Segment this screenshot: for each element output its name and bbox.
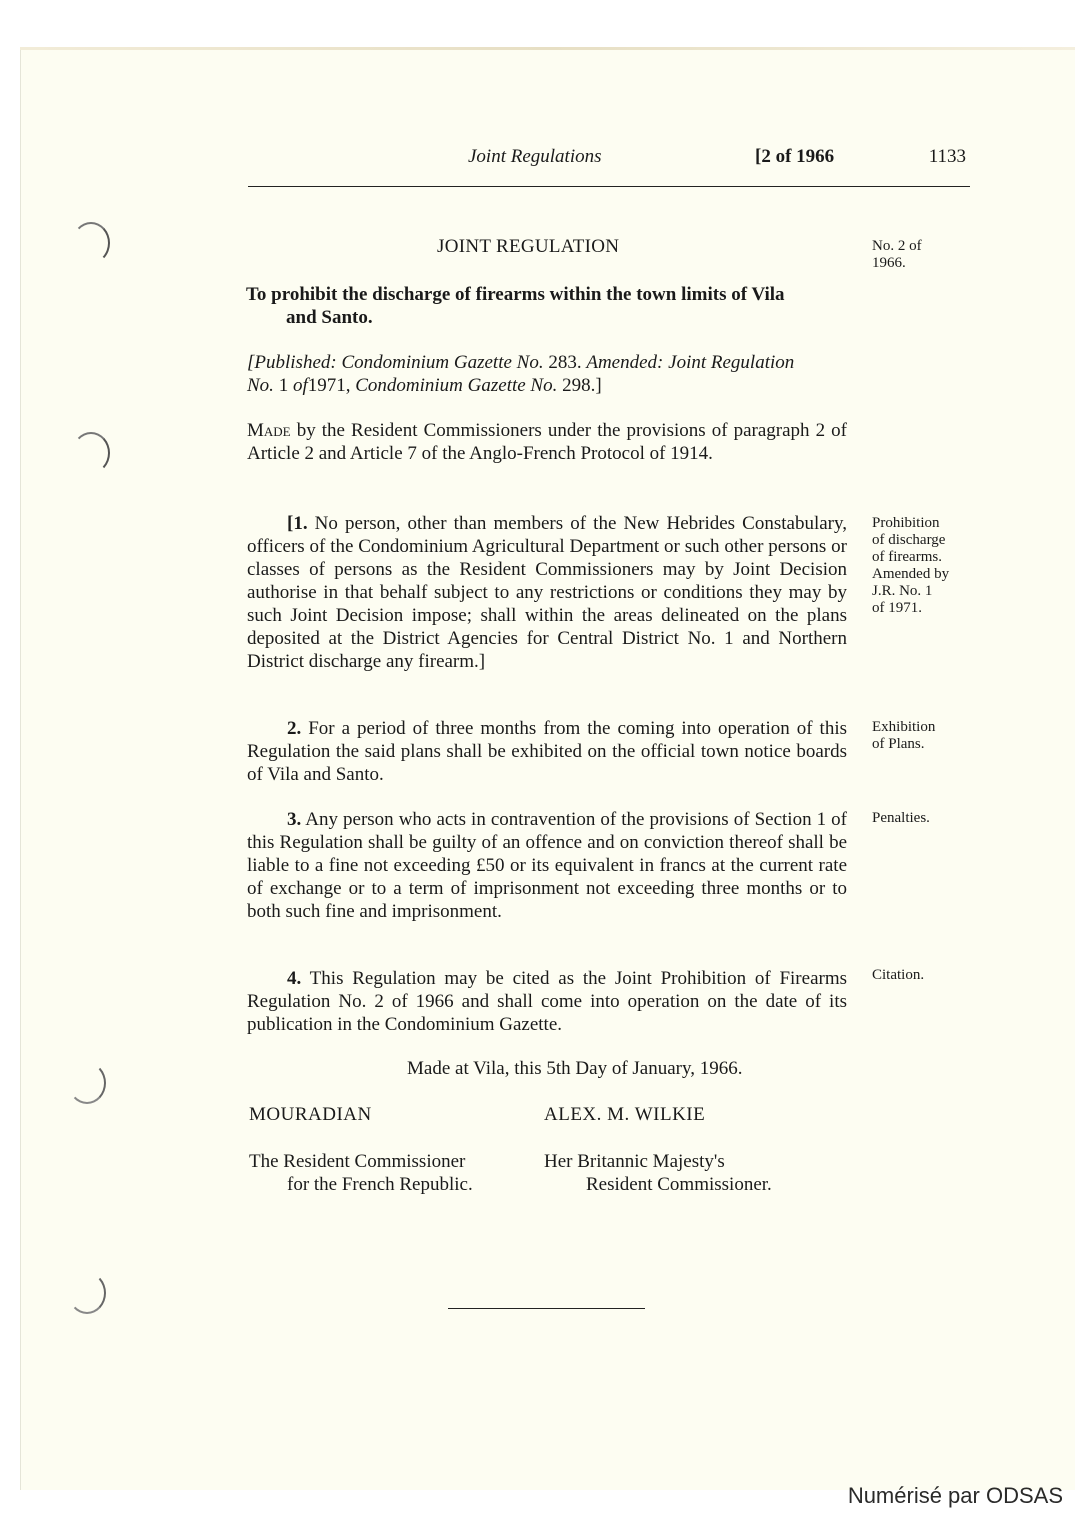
section-number: 4. xyxy=(287,968,302,989)
margin-note-line: No. 2 of xyxy=(872,238,922,254)
page-number: 1133 xyxy=(928,146,966,167)
section-2 xyxy=(247,717,847,786)
signatory-left-title xyxy=(249,1150,473,1196)
section-number: 3. xyxy=(287,809,302,830)
made-at-line: Made at Vila, this 5th Day of January, 1966. xyxy=(407,1058,743,1079)
header-rule xyxy=(248,186,970,187)
section-number: 2. xyxy=(287,718,302,739)
margin-note-line: of firearms. xyxy=(872,549,942,565)
subtitle-line: To prohibit the discharge of firearms within the town limits of Vila xyxy=(246,284,785,305)
section-4 xyxy=(247,967,847,1036)
publication-note xyxy=(247,351,852,397)
margin-note-section-3 xyxy=(872,810,982,827)
margin-note-line: J.R. No. 1 xyxy=(872,583,933,599)
margin-note-line: of discharge xyxy=(872,532,946,548)
regulation-heading: JOINT REGULATION xyxy=(437,236,620,257)
signatory-title-line: Her Britannic Majesty's xyxy=(544,1151,725,1172)
section-text: No person, other than members of the New Hebrides Constabulary, officers of the Condominium Agricultural Department or such other persons or classes of persons as the Resident Commissioners may by Joint Decision authorise in that behalf subject to any restrictions or conditions they may by such Joint Decision impose; shall within the areas delineated on the plans deposited at the District Agencies for Central District No. 1 and Northern District discharge any firearm.] xyxy=(247,513,847,672)
margin-note-section-4 xyxy=(872,967,982,984)
section-3 xyxy=(247,808,847,923)
enacting-lead: Made xyxy=(247,420,291,441)
enacting-clause xyxy=(247,420,847,465)
signatory-left-name: MOURADIAN xyxy=(249,1104,372,1125)
pub-text: of xyxy=(292,375,308,396)
signatory-title-line: The Resident Commissioner xyxy=(249,1151,466,1172)
section-text: For a period of three months from the coming into operation of this Regulation the said plans shall be exhibited on the official town notice boards of Vila and Santo. xyxy=(247,718,847,785)
margin-note-line: 1966. xyxy=(872,255,906,271)
pub-text: Condominium Gazette No. xyxy=(355,375,558,396)
section-text: Any person who acts in contravention of the provisions of Section 1 of this Regulation shall be guilty of an offence and on conviction thereof shall be liable to a fine not exceeding £50 or its equivalent in francs at the current rate of exchange or to a term of imprisonment not exceeding three months or to both such fine and imprisonment. xyxy=(247,809,847,922)
regulation-subtitle xyxy=(246,283,856,329)
pub-number: 283. xyxy=(543,352,587,373)
binder-hole-4 xyxy=(68,1272,106,1314)
header-title: Joint Regulations xyxy=(468,146,602,167)
running-header xyxy=(248,146,970,172)
binder-hole-3 xyxy=(68,1062,106,1104)
margin-note-line: Amended by xyxy=(872,566,950,582)
closing-rule xyxy=(448,1308,645,1309)
section-text: This Regulation may be cited as the Joint Prohibition of Firearms Regulation No. 2 of 1966 and shall come into operation on the date of its publication in the Condominium Gazette. xyxy=(247,968,847,1035)
signatory-right-name: ALEX. M. WILKIE xyxy=(544,1104,706,1125)
pub-text: No. xyxy=(247,375,274,396)
margin-note-line: of 1971. xyxy=(872,600,922,616)
binder-hole-2 xyxy=(72,432,110,474)
pub-number: 298.] xyxy=(557,375,602,396)
pub-number: 1971, xyxy=(307,375,356,396)
enacting-text: by the Resident Commissioners under the provisions of paragraph 2 of Article 2 and Article 7 of the Anglo-French Protocol of 1914. xyxy=(247,420,847,464)
binder-hole-1 xyxy=(72,222,110,264)
section-1 xyxy=(247,512,847,673)
pub-text: Amended: Joint Regulation xyxy=(586,352,795,373)
margin-note-line: Penalties. xyxy=(872,810,930,826)
pub-text: [Published: Condominium Gazette No. xyxy=(247,352,544,373)
digitization-stamp: Numérisé par ODSAS xyxy=(847,1483,1063,1508)
margin-note-section-2 xyxy=(872,719,982,753)
margin-note-line: Exhibition xyxy=(872,719,936,735)
section-number: [1. xyxy=(287,513,308,534)
margin-note-line: Citation. xyxy=(872,967,925,983)
margin-note-section-1 xyxy=(872,515,982,617)
margin-note-number xyxy=(872,238,982,272)
signatory-title-line: for the French Republic. xyxy=(287,1174,473,1195)
header-reference: [2 of 1966 xyxy=(755,146,835,167)
subtitle-line: and Santo. xyxy=(286,307,373,328)
signatory-right-title xyxy=(544,1150,772,1196)
pub-number: 1 xyxy=(273,375,293,396)
margin-note-line: of Plans. xyxy=(872,736,925,752)
margin-note-line: Prohibition xyxy=(872,515,940,531)
signatory-title-line: Resident Commissioner. xyxy=(586,1174,772,1195)
